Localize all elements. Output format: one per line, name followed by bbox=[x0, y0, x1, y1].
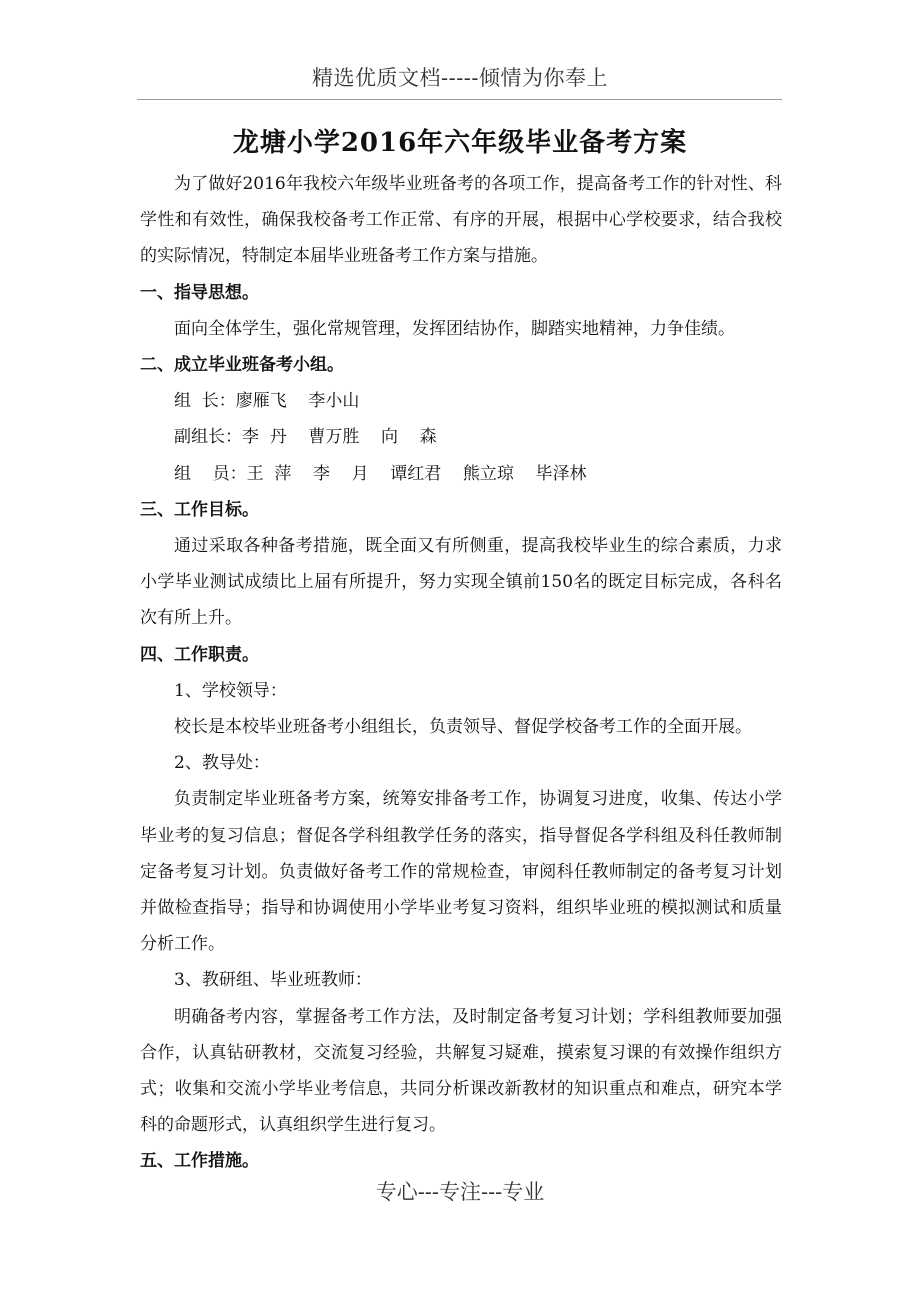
responsibility-item-3-text: 明确备考内容，掌握备考工作方法，及时制定备考复习计划；学科组教师要加强合作，认真钻研教材，交流复习经验，共解复习疑难，摸索复习课的有效操作组织方式；收集和交流小学毕业考信息，共同分析课改新教材的知识重点和难点，研究本学科的命题形式，认真组织学生进行复习。 bbox=[140, 1006, 782, 1136]
section-heading-prep-group: 二、成立毕业班备考小组。 bbox=[140, 355, 344, 376]
responsibility-item-1-text: 校长是本校毕业班备考小组组长，负责领导、督促学校备考工作的全面开展。 bbox=[174, 717, 752, 738]
responsibility-item-2-label: 2、教导处： bbox=[174, 753, 270, 774]
responsibility-item-1-label: 1、学校领导： bbox=[174, 680, 287, 701]
document-title: 龙塘小学2016年六年级毕业备考方案 bbox=[232, 128, 688, 158]
section-heading-guiding-ideology: 一、指导思想。 bbox=[140, 282, 259, 303]
section-heading-responsibilities: 四、工作职责。 bbox=[140, 644, 259, 665]
section-heading-work-goals: 三、工作目标。 bbox=[140, 499, 259, 520]
responsibility-item-3-label: 3、教研组、毕业班教师： bbox=[174, 970, 372, 991]
group-deputy-row: 副组长：李 丹 曹万胜 向 森 bbox=[174, 427, 437, 448]
header-divider bbox=[137, 99, 782, 100]
intro-paragraph: 为了做好2016年我校六年级毕业班备考的各项工作，提高备考工作的针对性、科学性和有效性，确保我校备考工作正常、有序的开展，根据中心学校要求，结合我校的实际情况，特制定本届毕业班备考工作方案与措施。 bbox=[140, 174, 782, 267]
group-members-row: 组 员：王 萍 李 月 谭红君 熊立琼 毕泽林 bbox=[174, 463, 587, 484]
guiding-ideology-text: 面向全体学生，强化常规管理，发挥团结协作，脚踏实地精神，力争佳绩。 bbox=[174, 318, 735, 339]
work-goals-text: 通过采取各种备考措施，既全面又有所侧重，提高我校毕业生的综合素质，力求小学毕业测试成绩比上届有所提升，努力实现全镇前150名的既定目标完成，各科名次有所上升。 bbox=[140, 536, 782, 629]
document-body bbox=[140, 166, 782, 1180]
responsibility-item-2-text: 负责制定毕业班备考方案，统筹安排备考工作，协调复习进度，收集、传达小学毕业考的复习信息；督促各学科组教学任务的落实，指导督促各学科组及科任教师制定备考复习计划。负责做好备考工作的常规检查，审阅科任教师制定的备考复习计划并做检查指导；指导和协调使用小学毕业考复习资料，组织毕业班的模拟测试和质量分析工作。 bbox=[140, 789, 782, 955]
page-header: 精选优质文档-----倾情为你奉上 bbox=[312, 66, 608, 90]
page-footer: 专心---专注---专业 bbox=[375, 1180, 545, 1204]
section-heading-work-measures: 五、工作措施。 bbox=[140, 1151, 259, 1172]
group-leader-row: 组 长：廖雁飞 李小山 bbox=[174, 391, 360, 412]
